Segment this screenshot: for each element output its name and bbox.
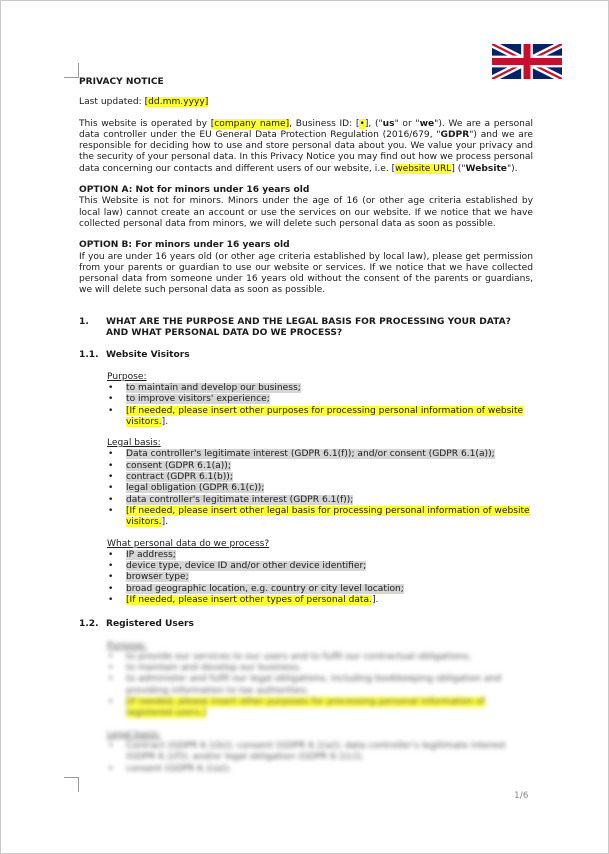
list-item: • Data controller's legitimate interest (GDPR 6.1(f)); and/or consent (GDPR 6.1(a));: [108, 449, 495, 460]
registered-purpose-block: Purpose: • to provide our services to our users and to fulfil our contractual obligations; • to maintain and develop our business; • to administer and fulfil our legal obligations, including bookkeeping obligation and providing information to tax authorities; • [If needed, please insert other purposes for processing personal information of registered users.]: [107, 641, 533, 720]
uk-flag-icon[interactable]: [492, 44, 562, 79]
option-a-text: This Website is not for minors. Minors under the age of 16 (or other age criteria established by local law) cannot create an account or use the services on our website. If we notice that we have collected personal data from minors, we will delete such personal data as soon as possible.: [79, 196, 533, 229]
list-item: • legal obligation (GDPR 6.1(c));: [108, 483, 265, 494]
list-item: • consent (GDPR 6.1(a));: [108, 460, 231, 471]
margin-corner-mark: [64, 777, 79, 792]
legal-basis-label: Legal basis:: [107, 438, 161, 449]
margin-corner-mark: [64, 63, 79, 78]
section-1-heading: 1. WHAT ARE THE PURPOSE AND THE LEGAL BASIS FOR PROCESSING YOUR DATA? AND WHAT PERSONAL DATA DO WE PROCESS?: [79, 316, 511, 339]
list-item: • to improve visitors' experience;: [108, 394, 270, 405]
last-updated-line: Last updated: [dd.mm.yyyy]: [79, 97, 209, 108]
option-b-text: If you are under 16 years old (or other age criteria established by local law), please get permission from your parents or guardian to use our website or services. If we notice that we have collected personal data from someone under 16 years old without the consent of the parents or guardians, we will delete such personal data as soon as possible.: [79, 251, 533, 296]
list-item: • device type, device ID and/or other device identifier;: [108, 561, 367, 572]
purpose-list: [107, 383, 533, 428]
legal-basis-block: [107, 438, 533, 528]
company-name-placeholder: [company name]: [210, 118, 290, 129]
intro-paragraph: This website is operated by [company name], Business ID: [•], ("us" or "we"). We are a personal data controller under the EU General Data Protection Regulation (2016/679, "GDPR") and we are responsible for deciding how to use and store personal data about you. We value your privacy and the security of your personal data. In this Privacy Notice you may find out how we process personal data concerning our contacts and different users of our website, i.e. [website URL] ("Website").: [79, 118, 534, 174]
list-item: • contract (GDPR 6.1(b));: [108, 472, 233, 483]
list-item: • to maintain and develop our business;: [108, 663, 301, 674]
option-a-heading: OPTION A: Not for minors under 16 years old: [79, 185, 310, 196]
list-item: • to administer and fulfil our legal obligations, including bookkeeping obligation and providing information to tax authorities;: [108, 674, 502, 696]
list-item: • [If needed, please insert other purposes for processing personal information of registered users.]: [108, 697, 485, 719]
list-item: • to provide our services to our users and to fulfil our contractual obligations;: [108, 651, 471, 662]
list-item: • to maintain and develop our business;: [108, 382, 301, 393]
document-body: [79, 77, 533, 775]
business-id-placeholder: •: [359, 118, 365, 129]
subsection-1-2-heading: 1.2. Registered Users: [79, 619, 194, 630]
purpose-label: Purpose:: [107, 371, 147, 382]
list-item: • consent (GDPR 6.1(a));: [108, 763, 231, 774]
personal-data-list: [107, 550, 533, 606]
option-b-heading: OPTION B: For minors under 16 years old: [79, 240, 290, 251]
list-item: • [If needed, please insert other legal basis for processing personal information of website visitors.].: [108, 505, 530, 528]
registered-legal-block: Legal basis: • Contract (GDPR 6.1(b)); consent (GDPR 6.1(a)); data controller's legitimate interest (GDPR 6.1(f)); and/or legal obligation (GDPR 6.1(c)); • consent (GDPR 6.1(a));: [107, 730, 533, 775]
list-item: • [If needed, please insert other purposes for processing personal information of website visitors.].: [108, 405, 524, 427]
website-url-placeholder: website URL: [395, 163, 452, 174]
list-item: • IP address;: [108, 549, 176, 560]
legal-basis-list: [107, 449, 533, 528]
personal-data-block: [107, 539, 533, 607]
list-item: • data controller's legitimate interest (GDPR 6.1(f));: [108, 494, 354, 505]
subsection-1-1-heading: 1.1. Website Visitors: [79, 350, 190, 361]
list-item: • broad geographic location, e.g. country or city level location;: [108, 583, 404, 594]
purpose-block: [107, 372, 533, 428]
page-number: 1/6: [514, 791, 529, 801]
last-updated-date: [dd.mm.yyyy]: [144, 97, 209, 108]
list-item: • browser type;: [108, 572, 189, 583]
blurred-preview: [79, 641, 533, 775]
personal-data-label: What personal data do we process?: [107, 538, 270, 549]
list-item: • Contract (GDPR 6.1(b)); consent (GDPR 6.1(a)); data controller's legitimate interest (GDPR 6.1(f)); and/or legal obligation (GDPR 6.1(c));: [108, 740, 506, 763]
document-title: PRIVACY NOTICE: [79, 77, 164, 87]
list-item: • [If needed, please insert other types of personal data.].: [108, 594, 379, 605]
